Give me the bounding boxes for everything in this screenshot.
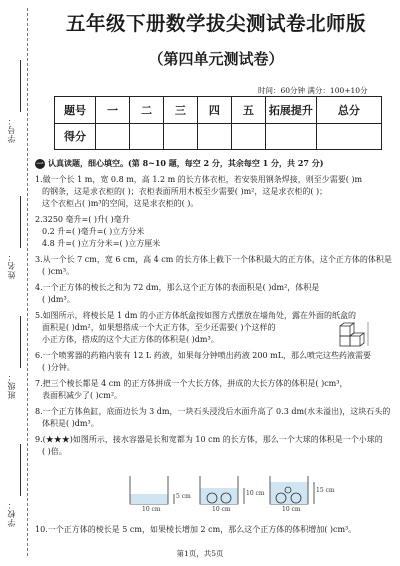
score-header-cell: 二 <box>129 97 163 124</box>
beaker-1-width-label: 10 cm <box>142 506 161 513</box>
score-header-cell: 三 <box>163 97 197 124</box>
beaker-2-width-label: 10 cm <box>212 506 231 513</box>
question-2-line-2: 0.2 升=( )毫升=( )立方分米 <box>42 227 145 236</box>
score-cell[interactable] <box>96 123 130 150</box>
exam-subtitle: （第四单元测试卷） <box>148 50 284 68</box>
question-1-line-1: 1.做一个长 1 m，宽 0.8 m，高 1.2 m 的长方体衣柜，若安装用钢条焊接，则至少需要( )m <box>35 175 363 184</box>
stacked-cubes-figure <box>338 322 372 348</box>
question-4-line-2: ( )dm³。 <box>42 295 75 304</box>
class-label: 班级： <box>7 372 16 399</box>
class-blank[interactable] <box>20 316 21 368</box>
question-8-line-2: 体积是( )dm³。 <box>42 419 99 428</box>
score-header-cell: 四 <box>197 97 231 124</box>
beaker-2-height-label: 10 cm <box>246 490 265 497</box>
section-number-badge: 一 <box>36 159 44 168</box>
score-header-cell: 题号 <box>55 97 96 124</box>
score-header-cell: 总分 <box>316 97 381 124</box>
score-table-score-row <box>55 123 382 150</box>
question-1-line-3: 这个衣柜占( )m³的空间，这是求衣柜的( )。 <box>42 199 199 208</box>
question-2-line-1: 2.3250 毫升=( )升( )毫升 <box>35 215 130 224</box>
question-5-line-3: 小正方体，搭成的这个大正方体的体积是( )dm³。 <box>42 335 219 344</box>
student-id-blank[interactable] <box>20 60 21 112</box>
question-1-line-2: 的钢条，这是求衣柜的( )；衣柜表面所用木板至少需要( )m²，这是求衣柜的( )； <box>42 187 328 196</box>
score-header-cell: 五 <box>231 97 265 124</box>
beaker-3-width-label: 10 cm <box>282 506 301 513</box>
time-score-info: 时间：60分钟 满分：100+10分 <box>258 86 368 95</box>
question-5-line-1: 5.如图所示，将棱长是 1 dm 的小正方体纸盒按如图方式摆放在墙角处，露在外面的纸盒的 <box>35 311 357 320</box>
question-3-line-1: 3.从一个长 7 cm，宽 6 cm，高 4 cm 的长方体上截下一个体积最大的正方体，这个正方体的体积是 <box>35 255 392 264</box>
beaker-3-height-label: 15 cm <box>316 487 335 494</box>
score-cell[interactable] <box>163 123 197 150</box>
section-instructions: 认真读题，细心填空。(第 8~10 题，每空 2 分，其余每空 1 分，共 27 分) <box>48 158 324 168</box>
score-cell[interactable] <box>231 123 265 150</box>
question-7-line-1: 7.把三个棱长都是 4 cm 的正方体拼成一个大长方体，拼成的大长方体的体积是( )cm³， <box>35 379 348 388</box>
score-header-cell: 一 <box>96 97 130 124</box>
student-id-label: 学号： <box>7 116 16 143</box>
score-table-header-row <box>55 97 382 124</box>
score-header-cell: 拓展提升 <box>265 97 316 124</box>
score-cell[interactable] <box>197 123 231 150</box>
question-6-line-2: ( )分钟。 <box>42 363 75 372</box>
school-label: 学校： <box>7 500 16 527</box>
school-blank[interactable] <box>20 444 21 496</box>
binding-line <box>27 8 28 556</box>
question-3-line-2: ( )cm³。 <box>42 267 75 276</box>
question-2-line-3: 4.8 升=( )立方分米=( )立方厘米 <box>42 239 161 248</box>
question-4-line-1: 4.一个正方体的棱长之和为 72 dm，那么这个正方体的表面积是( )dm²，体积是 <box>35 283 320 292</box>
score-cell[interactable] <box>129 123 163 150</box>
page-footer: 第1页，共5页 <box>176 549 224 558</box>
score-cell[interactable] <box>265 123 316 150</box>
exam-title: 五年级下册数学拔尖测试卷北师版 <box>65 12 366 35</box>
score-row-label: 得分 <box>55 123 96 150</box>
name-blank[interactable] <box>20 196 21 248</box>
question-9-line-2: ( )倍。 <box>42 447 67 456</box>
question-7-line-2: 表面积减少了( )cm²。 <box>42 391 123 400</box>
section-heading <box>35 158 324 169</box>
question-6-line-1: 6.一个喷雾器的药箱内装有 12 L 药液，如果每分钟喷出药液 200 mL，那么喷完这些药液需要 <box>35 351 372 360</box>
question-10: 10.一个正方体的棱长是 5 cm，如果棱长增加 2 cm，那么这个正方体的体积增加( )cm³。 <box>35 525 357 534</box>
score-cell[interactable] <box>316 123 381 150</box>
question-8-line-1: 8.一个正方体鱼缸，底面边长为 3 dm，一块石头浸没后水面升高了 0.3 dm(水未溢出)，这块石头的 <box>35 407 391 416</box>
score-table <box>54 96 382 150</box>
beaker-1-height-label: 5 cm <box>176 493 191 500</box>
question-9-line-1: 9.(★★★)如图所示，接水容器是长和宽都为 10 cm 的长方体，那么一个大球的体积是一个小球的 <box>35 435 383 444</box>
name-label: 姓名： <box>7 252 16 279</box>
question-5-line-2: 面积是( )dm²，如果想搭成一个大正方体，至少还需要( )个这样的 <box>42 323 276 332</box>
